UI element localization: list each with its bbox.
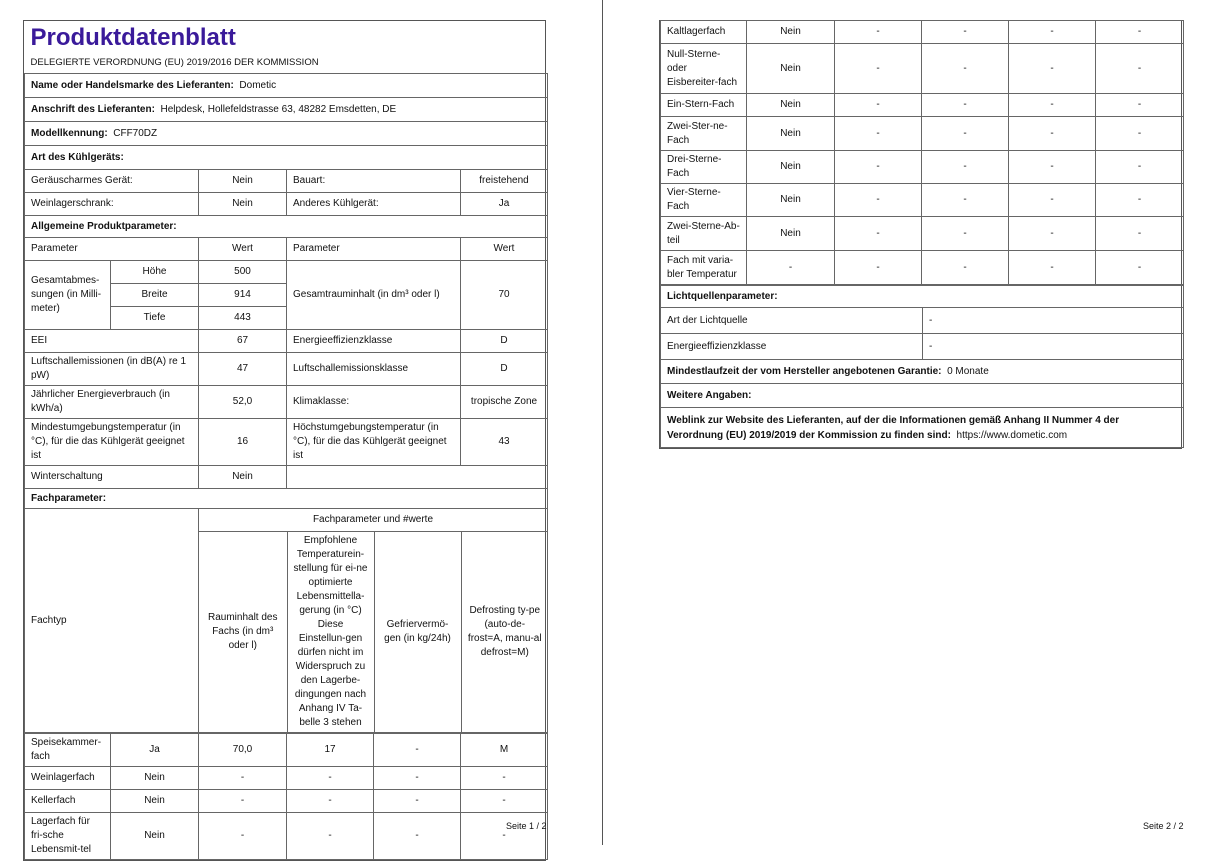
table-row [25, 767, 548, 790]
compartment-freeze: - [1009, 151, 1096, 184]
compartment-volume: - [835, 21, 922, 44]
regulation-text: DELEGIERTE VERORDNUNG (EU) 2019/2016 DER KOMMISSION [30, 57, 319, 68]
compartment-defrost: - [461, 813, 548, 860]
compartment-freeze: - [1009, 217, 1096, 251]
compartment-freeze: - [374, 734, 461, 767]
compartment-defrost: - [1096, 251, 1184, 285]
compartment-defrost: - [1096, 151, 1184, 184]
other-appliance-value: Ja [461, 193, 548, 216]
height-value: 500 [199, 261, 287, 284]
compartment-present: Nein [111, 790, 199, 813]
light-class-value: - [923, 334, 1184, 360]
noise-class-value: D [461, 353, 548, 386]
col-param-header-2: Parameter [287, 238, 461, 261]
compartment-name: Lagerfach für fri-sche Lebensmit-tel [25, 813, 111, 860]
min-temp-value: 16 [199, 419, 287, 466]
comp-col-volume: Rauminhalt des Fachs (in dm³ oder l) [199, 532, 287, 732]
comp-col-temp: Empfohlene Temperaturein-stellung für ei-ne optimierte Lebensmittella-gerung (in °C) Diese Einstellun-gen dürfen nicht im Widerspruch zu den Lagerbe-dingungen nach Anhang IV Ta-belle 3 stehen [287, 532, 374, 732]
compartment-defrost: - [1096, 217, 1184, 251]
compartment-freeze: - [374, 767, 461, 790]
compartment-defrost: M [461, 734, 548, 767]
model-value: CFF70DZ [113, 127, 158, 139]
max-temp-value: 43 [461, 419, 548, 466]
compartment-name: Kellerfach [25, 790, 111, 813]
compartment-freeze: - [1009, 21, 1096, 44]
compartment-name: Fach mit varia-bler Temperatur [661, 251, 747, 285]
compartment-present: Nein [747, 44, 835, 94]
table-row [661, 94, 1184, 117]
datasheet-table-page-2 [659, 20, 1182, 449]
compartment-temp: - [287, 813, 374, 860]
supplier-value: Dometic [239, 79, 277, 91]
table-row [661, 44, 1184, 94]
depth-label: Tiefe [111, 307, 199, 330]
climate-class-value: tropische Zone [461, 386, 548, 419]
wine-cabinet-value: Nein [199, 193, 287, 216]
compartment-volume: - [199, 767, 287, 790]
compartment-defrost: - [1096, 184, 1184, 217]
table-row [661, 217, 1184, 251]
compartment-defrost: - [1096, 44, 1184, 94]
compartment-volume: - [835, 184, 922, 217]
winter-switch-label: Winterschaltung [25, 466, 199, 489]
volume-label: Gesamtrauminhalt (in dm³ oder l) [287, 261, 461, 330]
more-info-heading: Weitere Angaben: [661, 384, 1184, 408]
comp-col-freeze: Gefriervermö-gen (in kg/24h) [374, 532, 461, 732]
page-footer: Seite 1 / 2 [506, 821, 547, 831]
compartment-name: Ein-Stern-Fach [661, 94, 747, 117]
compartment-defrost: - [1096, 117, 1184, 151]
compartment-present: Nein [111, 813, 199, 860]
table-row [25, 813, 548, 860]
compartment-group-header: Fachparameter und #werte [199, 509, 548, 532]
volume-value: 70 [461, 261, 548, 330]
comp-col-defrost: Defrosting ty-pe (auto-de-frost=A, manu-al defrost=M) [461, 532, 548, 732]
eei-label: EEI [25, 330, 199, 353]
noise-value: 47 [199, 353, 287, 386]
general-heading: Allgemeine Produktparameter: [25, 216, 548, 238]
compartment-temp: - [287, 767, 374, 790]
compartment-present: Nein [747, 184, 835, 217]
compartment-present: Nein [747, 117, 835, 151]
light-source-heading: Lichtquellenparameter: [661, 286, 1184, 308]
light-class-label: Energieeffizienzklasse [661, 334, 923, 360]
height-label: Höhe [111, 261, 199, 284]
compartment-temp: 17 [287, 734, 374, 767]
compartment-defrost: - [461, 767, 548, 790]
address-value: Helpdesk, Hollefeldstrasse 63, 48282 Emsdetten, DE [160, 103, 397, 115]
compartment-present: Nein [747, 94, 835, 117]
compartment-volume: - [835, 94, 922, 117]
compartment-name: Vier-Sterne-Fach [661, 184, 747, 217]
col-value-header: Wert [199, 238, 287, 261]
wine-cabinet-label: Weinlagerschrank: [25, 193, 199, 216]
page-2 [603, 0, 1210, 845]
datasheet-table-page-1 [23, 20, 546, 861]
page-footer: Seite 2 / 2 [1143, 821, 1184, 831]
compartment-name: Zwei-Ster-ne-Fach [661, 117, 747, 151]
compartment-temp: - [922, 151, 1009, 184]
compartment-freeze: - [1009, 251, 1096, 285]
other-appliance-label: Anderes Kühlgerät: [287, 193, 461, 216]
design-value: freistehend [461, 170, 548, 193]
compartment-volume: - [835, 117, 922, 151]
design-label: Bauart: [287, 170, 461, 193]
compartment-name: Zwei-Sterne-Ab-teil [661, 217, 747, 251]
table-row [661, 117, 1184, 151]
depth-value: 443 [199, 307, 287, 330]
compartment-temp: - [922, 117, 1009, 151]
page-title: Produktdatenblatt [30, 24, 236, 51]
compartment-name: Kaltlagerfach [661, 21, 747, 44]
type-heading: Art des Kühlgeräts: [25, 146, 548, 170]
compartment-temp: - [922, 44, 1009, 94]
compartment-volume: - [835, 217, 922, 251]
compartment-freeze: - [374, 813, 461, 860]
table-row [25, 734, 548, 767]
compartment-freeze: - [374, 790, 461, 813]
noise-label: Luftschallemissionen (in dB(A) re 1 pW) [25, 353, 199, 386]
compartment-freeze: - [1009, 44, 1096, 94]
compartment-present: Nein [111, 767, 199, 790]
table-row [25, 790, 548, 813]
compartment-present: Nein [747, 21, 835, 44]
col-value-header-2: Wert [461, 238, 548, 261]
compartment-temp: - [287, 790, 374, 813]
compartment-present: - [747, 251, 835, 285]
compartment-volume: - [199, 790, 287, 813]
compartment-freeze: - [1009, 184, 1096, 217]
compartment-defrost: - [1096, 94, 1184, 117]
compartment-volume: - [835, 251, 922, 285]
energy-class-label: Energieeffizienzklasse [287, 330, 461, 353]
max-temp-label: Höchstumgebungstemperatur (in °C), für die das Kühlgerät geeignet ist [287, 419, 461, 466]
low-noise-label: Geräuscharmes Gerät: [25, 170, 199, 193]
annual-energy-value: 52,0 [199, 386, 287, 419]
model-label: Modellkennung: [31, 127, 108, 139]
winter-switch-value: Nein [199, 466, 287, 489]
width-label: Breite [111, 284, 199, 307]
table-row [661, 151, 1184, 184]
noise-class-label: Luftschallemissionsklasse [287, 353, 461, 386]
col-param-header: Parameter [25, 238, 199, 261]
eei-value: 67 [199, 330, 287, 353]
page-1 [0, 0, 602, 855]
compartment-name: Drei-Sterne-Fach [661, 151, 747, 184]
width-value: 914 [199, 284, 287, 307]
light-type-label: Art der Lichtquelle [661, 308, 923, 334]
compartment-defrost: - [1096, 21, 1184, 44]
compartment-temp: - [922, 217, 1009, 251]
table-row [661, 251, 1184, 285]
compartment-freeze: - [1009, 94, 1096, 117]
climate-class-label: Klimaklasse: [287, 386, 461, 419]
address-label: Anschrift des Lieferanten: [31, 103, 155, 115]
dimensions-label: Gesamtabmes-sungen (in Milli-meter) [25, 261, 111, 330]
table-row [661, 184, 1184, 217]
compartment-temp: - [922, 184, 1009, 217]
table-row [661, 21, 1184, 44]
compartment-name: Weinlagerfach [25, 767, 111, 790]
compartment-present: Ja [111, 734, 199, 767]
warranty-label: Mindestlaufzeit der vom Hersteller angebotenen Garantie: [667, 365, 942, 377]
energy-class-value: D [461, 330, 548, 353]
compartment-volume: 70,0 [199, 734, 287, 767]
weblink-label: Weblink zur Website des Lieferanten, auf der die Informationen gemäß Anhang II Nummer 4 der Verordnung (EU) 2019/2019 der Kommission zu finden sind: [667, 414, 1120, 441]
compartment-name: Null-Sterne- oder Eisbereiter-fach [661, 44, 747, 94]
min-temp-label: Mindestumgebungstemperatur (in °C), für die das Kühlgerät geeignet ist [25, 419, 199, 466]
compartment-volume: - [199, 813, 287, 860]
light-type-value: - [923, 308, 1184, 334]
compartment-temp: - [922, 251, 1009, 285]
compartment-defrost: - [461, 790, 548, 813]
compartment-heading: Fachparameter: [25, 489, 548, 509]
compartment-type-label: Fachtyp [25, 509, 199, 733]
compartment-freeze: - [1009, 117, 1096, 151]
warranty-value: 0 Monate [947, 365, 989, 377]
compartment-temp: - [922, 21, 1009, 44]
compartment-volume: - [835, 151, 922, 184]
supplier-label: Name oder Handelsmarke des Lieferanten: [31, 79, 234, 91]
annual-energy-label: Jährlicher Energieverbrauch (in kWh/a) [25, 386, 199, 419]
compartment-name: Speisekammer-fach [25, 734, 111, 767]
compartment-present: Nein [747, 217, 835, 251]
low-noise-value: Nein [199, 170, 287, 193]
compartment-volume: - [835, 44, 922, 94]
compartment-present: Nein [747, 151, 835, 184]
compartment-temp: - [922, 94, 1009, 117]
weblink-value[interactable]: https://www.dometic.com [956, 429, 1068, 441]
